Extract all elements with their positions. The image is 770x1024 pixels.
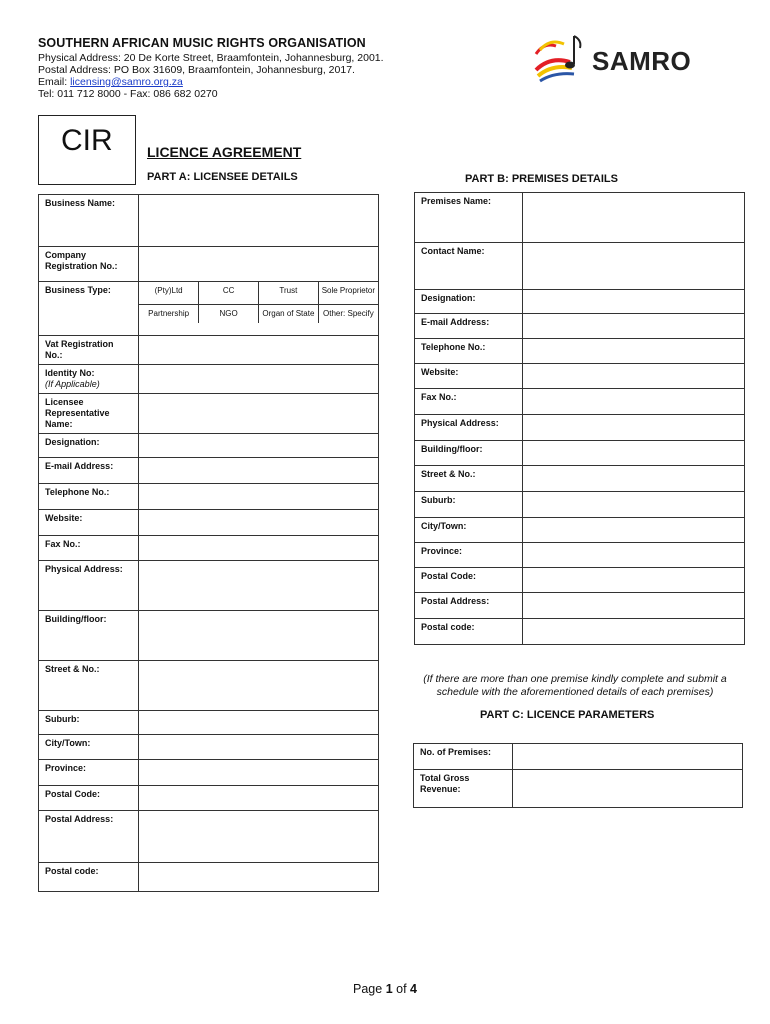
postal-address-field[interactable] — [139, 811, 379, 863]
b-postal-code-2-field[interactable] — [523, 619, 745, 645]
label-contact-name: Contact Name: — [415, 243, 523, 290]
b-designation-field[interactable] — [523, 290, 745, 314]
samro-logo — [530, 32, 732, 84]
b-postal-code-field[interactable] — [523, 568, 745, 593]
label-rep-name: Licensee Representative Name: — [39, 394, 139, 434]
b-postal-address-field[interactable] — [523, 593, 745, 619]
website-field[interactable] — [139, 510, 379, 536]
label-b-postal-address: Postal Address: — [415, 593, 523, 619]
b-fax-field[interactable] — [523, 389, 745, 415]
option-cc[interactable]: CC — [199, 282, 259, 304]
part-b-title: PART B: PREMISES DETAILS — [465, 173, 618, 185]
part-c-title: PART C: LICENCE PARAMETERS — [480, 709, 655, 721]
email-field[interactable] — [139, 458, 379, 484]
b-province-field[interactable] — [523, 543, 745, 568]
label-telephone: Telephone No.: — [39, 484, 139, 510]
part-a-table — [38, 194, 379, 892]
postal-address: Postal Address: PO Box 31609, Braamfontein, Johannesburg, 2017. — [38, 64, 355, 76]
label-postal-code-2: Postal code: — [39, 863, 139, 892]
street-field[interactable] — [139, 661, 379, 711]
label-province: Province: — [39, 760, 139, 786]
label-b-postal-code: Postal Code: — [415, 568, 523, 593]
label-street: Street & No.: — [39, 661, 139, 711]
label-company-reg: Company Registration No.: — [39, 247, 139, 282]
b-physical-address-field[interactable] — [523, 415, 745, 441]
label-city: City/Town: — [39, 735, 139, 760]
label-premises-name: Premises Name: — [415, 193, 523, 243]
form-code: CIR — [61, 124, 113, 157]
part-b-table — [414, 192, 745, 645]
b-website-field[interactable] — [523, 364, 745, 389]
multiple-premises-note: (If there are more than one premise kindly complete and submit a schedule with the aforementioned details of each premises) — [423, 673, 727, 698]
form-code-box — [38, 115, 136, 185]
contact-name-field[interactable] — [523, 243, 745, 290]
building-field[interactable] — [139, 611, 379, 661]
option-trust[interactable]: Trust — [259, 282, 319, 304]
label-physical-address: Physical Address: — [39, 561, 139, 611]
page-indicator: Page 1 of 4 — [353, 982, 417, 996]
rep-name-field[interactable] — [139, 394, 379, 434]
music-note-logo-icon — [530, 32, 594, 84]
organisation-name: SOUTHERN AFRICAN MUSIC RIGHTS ORGANISATION — [38, 36, 366, 50]
option-sole-proprietor[interactable]: Sole Proprietor — [318, 282, 378, 304]
label-b-building: Building/floor: — [415, 441, 523, 466]
business-type-grid — [139, 282, 378, 323]
label-vat: Vat Registration No.: — [39, 336, 139, 365]
city-field[interactable] — [139, 735, 379, 760]
label-premises-count: No. of Premises: — [414, 744, 513, 770]
gross-revenue-field[interactable] — [513, 770, 743, 808]
label-b-city: City/Town: — [415, 518, 523, 543]
vat-field[interactable] — [139, 336, 379, 365]
label-suburb: Suburb: — [39, 711, 139, 735]
option-ngo[interactable]: NGO — [199, 304, 259, 323]
label-postal-code: Postal Code: — [39, 786, 139, 811]
b-telephone-field[interactable] — [523, 339, 745, 364]
label-b-email: E-mail Address: — [415, 314, 523, 339]
postal-code-2-field[interactable] — [139, 863, 379, 892]
label-b-telephone: Telephone No.: — [415, 339, 523, 364]
label-b-suburb: Suburb: — [415, 492, 523, 518]
page-title: LICENCE AGREEMENT — [147, 144, 302, 160]
premises-name-field[interactable] — [523, 193, 745, 243]
option-organ-of-state[interactable]: Organ of State — [259, 304, 319, 323]
company-reg-field[interactable] — [139, 247, 379, 282]
option-pty-ltd[interactable]: (Pty)Ltd — [139, 282, 199, 304]
physical-address: Physical Address: 20 De Korte Street, Braamfontein, Johannesburg, 2001. — [38, 52, 384, 64]
b-street-field[interactable] — [523, 466, 745, 492]
label-b-province: Province: — [415, 543, 523, 568]
label-b-street: Street & No.: — [415, 466, 523, 492]
email-link[interactable]: licensing@samro.org.za — [70, 76, 183, 88]
label-b-physical-address: Physical Address: — [415, 415, 523, 441]
business-name-field[interactable] — [139, 195, 379, 247]
label-fax: Fax No.: — [39, 536, 139, 561]
label-designation: Designation: — [39, 434, 139, 458]
label-b-fax: Fax No.: — [415, 389, 523, 415]
province-field[interactable] — [139, 760, 379, 786]
email-line: Email: licensing@samro.org.za — [38, 76, 183, 88]
suburb-field[interactable] — [139, 711, 379, 735]
postal-code-field[interactable] — [139, 786, 379, 811]
fax-field[interactable] — [139, 536, 379, 561]
designation-field[interactable] — [139, 434, 379, 458]
label-b-designation: Designation: — [415, 290, 523, 314]
b-building-field[interactable] — [523, 441, 745, 466]
label-business-name: Business Name: — [39, 195, 139, 247]
label-gross-revenue: Total Gross Revenue: — [414, 770, 513, 808]
label-b-postal-code-2: Postal code: — [415, 619, 523, 645]
label-email: E-mail Address: — [39, 458, 139, 484]
part-c-table — [413, 743, 743, 808]
label-b-website: Website: — [415, 364, 523, 389]
logo-text: SAMRO — [592, 46, 692, 76]
label-website: Website: — [39, 510, 139, 536]
identity-field[interactable] — [139, 365, 379, 394]
part-a-title: PART A: LICENSEE DETAILS — [147, 171, 298, 183]
b-suburb-field[interactable] — [523, 492, 745, 518]
label-building: Building/floor: — [39, 611, 139, 661]
label-identity: Identity No: (If Applicable) — [39, 365, 139, 394]
label-postal-address: Postal Address: — [39, 811, 139, 863]
b-city-field[interactable] — [523, 518, 745, 543]
business-type-options — [139, 282, 379, 336]
label-business-type: Business Type: — [39, 282, 139, 336]
option-other-specify[interactable]: Other: Specify — [318, 304, 378, 323]
telephone-field[interactable] — [139, 484, 379, 510]
phone-fax: Tel: 011 712 8000 - Fax: 086 682 0270 — [38, 88, 218, 100]
b-email-field[interactable] — [523, 314, 745, 339]
physical-address-field[interactable] — [139, 561, 379, 611]
option-partnership[interactable]: Partnership — [139, 304, 199, 323]
premises-count-field[interactable] — [513, 744, 743, 770]
